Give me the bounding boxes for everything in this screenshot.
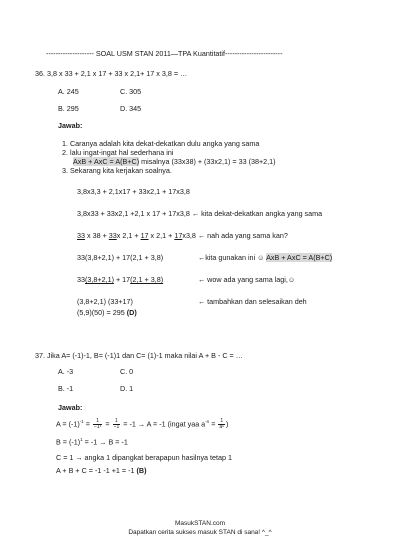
underlined-33: 33 xyxy=(108,231,117,240)
highlighted-formula: AxB + AxC = A(B+C) xyxy=(266,253,333,262)
q36-work-line-6-right: ← tambahkan dan selesaikan deh xyxy=(198,297,307,306)
fraction xyxy=(113,419,121,430)
q37-work-line-1 xyxy=(56,419,228,430)
numerator: 1 xyxy=(113,419,121,425)
q36-answer-line xyxy=(77,308,137,317)
q37-work-line-2 xyxy=(56,437,128,446)
q36-work-line-1: 3,8x3,3 + 2,1x17 + 33x2,1 + 17x3,8 xyxy=(77,187,190,196)
q36-work-line-6-left: (3,8+2,1) (33+17) xyxy=(77,297,133,306)
underlined-group: (2,1 + 3,8) xyxy=(130,275,164,284)
question-36-text: 36. 3,8 x 33 + 2,1 x 17 + 33 x 2,1+ 17 x 3,8 = … xyxy=(35,69,188,78)
q36-work-line-4-left: 33(3,8+2,1) + 17(2,1 + 3,8) xyxy=(77,253,164,262)
underlined-group: (3,8+2,1) xyxy=(85,275,114,284)
q36-step-1: 1. Caranya adalah kita dekat-dekatkan dulu angka yang sama xyxy=(62,139,260,148)
q36-jawab-label: Jawab: xyxy=(58,121,83,130)
q37-option-b: B. -1 xyxy=(58,384,74,393)
q36-work-line-5-left xyxy=(77,275,163,284)
highlighted-formula: AxB + AxC = A(B+C) xyxy=(73,157,140,166)
q36-option-c: C. 305 xyxy=(120,87,142,96)
fraction xyxy=(93,419,102,430)
q37-option-d: D. 1 xyxy=(120,384,134,393)
denominator: −1¹ xyxy=(94,424,102,430)
text-fragment: = -1 → A = -1 (ingat yaa a xyxy=(121,419,206,429)
text-fragment: = -1 → B = -1 xyxy=(82,437,128,447)
answer-letter: (D) xyxy=(126,308,137,317)
text-fragment: 33 xyxy=(77,275,85,284)
text-fragment: A = (-1) xyxy=(56,419,80,429)
text-fragment: = xyxy=(83,419,92,429)
footer-tagline: Dapatkan cerita sukses masuk STAN di sana! ^_^ xyxy=(128,529,272,536)
underlined-17: 17 xyxy=(140,231,149,240)
text-fragment: B = (-1) xyxy=(56,437,81,447)
text-fragment: x 38 + xyxy=(85,231,109,240)
q36-step-2: 2. lalu ingat-ingat hal sederhana ini xyxy=(62,148,174,157)
q36-work-line-3 xyxy=(77,231,288,240)
q36-work-line-4-right xyxy=(198,253,332,262)
numerator: 1 xyxy=(93,419,102,425)
q36-option-b: B. 295 xyxy=(58,104,79,113)
q37-option-c: C. 0 xyxy=(120,367,134,376)
q36-step-2-formula-line xyxy=(73,157,276,166)
q36-work-line-5-right: ← wow ada yang sama lagi,☺ xyxy=(198,275,296,284)
underlined-33: 33 xyxy=(77,231,85,240)
numerator: 1 xyxy=(220,418,224,424)
formula-example: misalnya (33x38) + (33x2,1) = 33 (38+2,1) xyxy=(139,157,276,166)
text-fragment: ) xyxy=(226,419,229,429)
denominator: −1 xyxy=(113,424,120,430)
section-header: -------------------- SOAL USM STAN 2011—TPA Kuantitatif------------------------ xyxy=(46,49,283,58)
q36-option-a: A. 245 xyxy=(58,87,79,96)
q37-jawab-label: Jawab: xyxy=(58,403,83,412)
q36-work-line-2: 3,8x33 + 33x2,1 +2,1 x 17 + 17x3,8 ← kita dekat-dekatkan angka yang sama xyxy=(77,209,323,218)
text-fragment: = xyxy=(103,419,112,429)
q36-step-3: 3. Sekarang kita kerjakan soalnya. xyxy=(62,166,172,175)
text-fragment: x 2,1 + xyxy=(148,231,175,240)
denominator: aⁿ xyxy=(219,424,225,430)
q37-option-a: A. -3 xyxy=(58,367,74,376)
fraction xyxy=(218,419,225,430)
underlined-17: 17 xyxy=(174,231,183,240)
exponent: -1 xyxy=(79,419,84,425)
text-fragment: (5,9)(50) = 295 xyxy=(77,308,127,317)
exponent: -n xyxy=(205,419,210,425)
question-37-text: 37. Jika A= (-1)-1, B= (-1)1 dan C= (1)-1 maka nilai A + B - C = … xyxy=(35,351,243,360)
text-fragment: ←kita gunakan ini ☺ xyxy=(198,253,267,262)
text-fragment: A + B + C = -1 -1 +1 = -1 xyxy=(56,466,137,475)
footer-site: MasukSTAN.com xyxy=(174,520,226,527)
q36-option-d: D. 345 xyxy=(120,104,142,113)
answer-letter: (B) xyxy=(136,466,147,475)
text-fragment: + 17 xyxy=(113,275,131,284)
text-fragment: = xyxy=(209,419,218,429)
q37-answer-line xyxy=(56,466,147,475)
text-fragment: x3,8 ← nah ada yang sama kan? xyxy=(182,231,288,240)
q37-work-line-3: C = 1 → angka 1 dipangkat berapapun hasilnya tetap 1 xyxy=(56,453,233,462)
exponent: 1 xyxy=(80,437,83,442)
text-fragment: x 2,1 + xyxy=(116,231,141,240)
